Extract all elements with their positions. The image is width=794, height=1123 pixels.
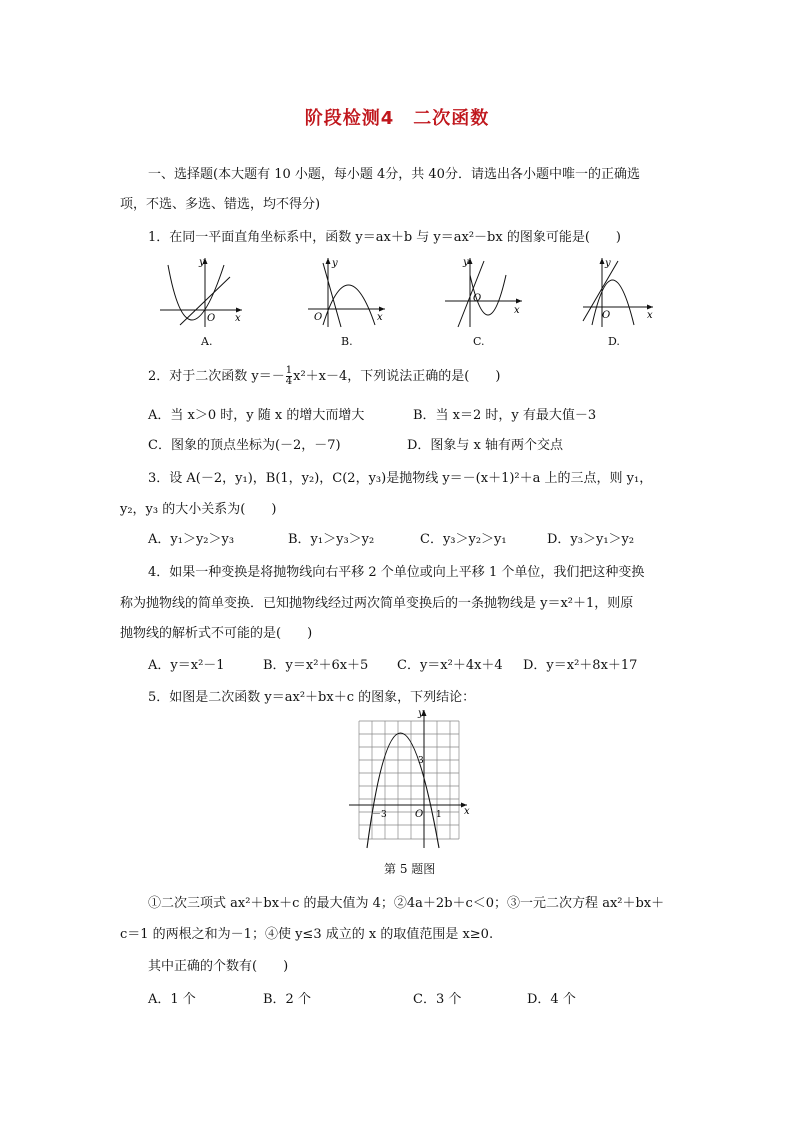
q2-fraction (286, 366, 292, 387)
q5-line2: c＝1 的两根之和为－1；④使 y≤3 成立的 x 的取值范围是 x≥0. (120, 927, 494, 942)
q2-option-d: D．图象与 x 轴有两个交点 (407, 438, 564, 453)
q1-graph-a-label: A. (201, 335, 213, 348)
q3-option-d: D．y₃＞y₁＞y₂ (547, 532, 635, 547)
q4-line2: 称为抛物线的简单变换．已知抛物线经过两次简单变换后的一条抛物线是 y＝x²＋1，则原 (120, 596, 634, 611)
q3-option-a: A．y₁＞y₂＞y₃ (148, 532, 235, 547)
q1-graph-a (160, 255, 255, 327)
q2-fraction-denominator: 4 (285, 376, 293, 387)
q5-caption: 第 5 题图 (384, 862, 436, 876)
q3-option-c: C．y₃＞y₂＞y₁ (420, 532, 507, 547)
q3-line1: 3．设 A(－2，y₁)，B(1，y₂)，C(2，y₃)是抛物线 y＝－(x＋1)²＋a 上的三点，则 y₁， (148, 471, 653, 486)
q5-x-tick-neg3: －3 (372, 810, 387, 820)
q4-option-d: D．y＝x²＋8x＋17 (523, 658, 638, 673)
q5-option-c: C．3 个 (413, 992, 462, 1007)
q5-option-a: A．1 个 (148, 992, 196, 1007)
q4-option-a: A．y＝x²－1 (148, 658, 225, 673)
q4-option-c: C．y＝x²＋4x＋4 (397, 658, 503, 673)
q5-option-d: D．4 个 (527, 992, 576, 1007)
q2-stem-post: x²＋x－4，下列说法正确的是( ) (293, 369, 501, 384)
q1-graph-c (440, 255, 535, 327)
q1-graph-b-label: B. (341, 335, 353, 348)
q1-graph-a-x-label: x (235, 313, 241, 324)
section-intro-line2: 项，不选、多选、错选，均不得分) (120, 197, 321, 212)
q1-stem: 1．在同一平面直角坐标系中，函数 y＝ax＋b 与 y＝ax²－bx 的图象可能是( ) (148, 230, 621, 245)
q2-option-a: A．当 x＞0 时，y 随 x 的增大而增大 (148, 408, 365, 423)
q1-graph-b-y-label: y (332, 258, 338, 269)
q1-graph-d-label: D. (608, 335, 620, 348)
q5-y-tick-3: 3 (418, 756, 424, 766)
q1-graph-b (303, 255, 398, 327)
section-intro-line1: 一、选择题(本大题有 10 小题，每小题 4分，共 40分．请选出各小题中唯一的正确选 (148, 167, 640, 182)
q1-graph-d-x-label: x (647, 310, 653, 321)
q1-graph-a-origin: O (207, 313, 216, 324)
q1-graph-c-label: C. (473, 335, 485, 348)
q1-graph-c-origin: O (473, 293, 482, 304)
q1-graph-a-y-label: y (199, 257, 205, 268)
q5-line3: 其中正确的个数有( ) (148, 959, 289, 974)
q3-option-b: B．y₁＞y₃＞y₂ (288, 532, 375, 547)
q4-option-b: B．y＝x²＋6x＋5 (263, 658, 369, 673)
q5-origin-label: O (415, 809, 424, 820)
q1-graph-b-origin: O (314, 312, 323, 323)
q5-option-b: B．2 个 (263, 992, 311, 1007)
q2-option-b: B．当 x＝2 时，y 有最大值－3 (413, 408, 597, 423)
q5-x-axis-label: x (464, 806, 470, 817)
q5-x-tick-1: 1 (436, 810, 442, 820)
q2-option-c: C．图象的顶点坐标为(－2，－7) (148, 438, 341, 453)
q5-line1: ①二次三项式 ax²＋bx＋c 的最大值为 4；②4a＋2b＋c＜0；③一元二次方程 ax²＋bx＋ (148, 896, 665, 911)
q1-graph-d (578, 255, 673, 327)
q5-y-axis-label: y (418, 708, 424, 719)
q1-graph-d-origin: O (602, 310, 611, 321)
q5-figure (345, 706, 475, 850)
q2-fraction-numerator: 1 (285, 365, 293, 376)
q1-graph-b-x-label: x (377, 312, 383, 323)
q3-line2: y₂，y₃ 的大小关系为( ) (120, 502, 277, 517)
q2-stem (148, 362, 500, 392)
q1-graph-c-y-label: y (463, 257, 469, 268)
q4-line3: 抛物线的解析式不可能的是( ) (120, 626, 313, 641)
q1-graph-d-y-label: y (605, 258, 611, 269)
q5-stem: 5．如图是二次函数 y＝ax²＋bx＋c 的图象，下列结论： (148, 690, 476, 705)
q1-graph-c-x-label: x (514, 305, 520, 316)
page-title: 阶段检测4 二次函数 (304, 108, 490, 129)
q4-line1: 4．如果一种变换是将抛物线向右平移 2 个单位或向上平移 1 个单位，我们把这种变换 (148, 565, 645, 580)
q2-stem-pre: 2．对于二次函数 y＝－ (148, 369, 285, 384)
